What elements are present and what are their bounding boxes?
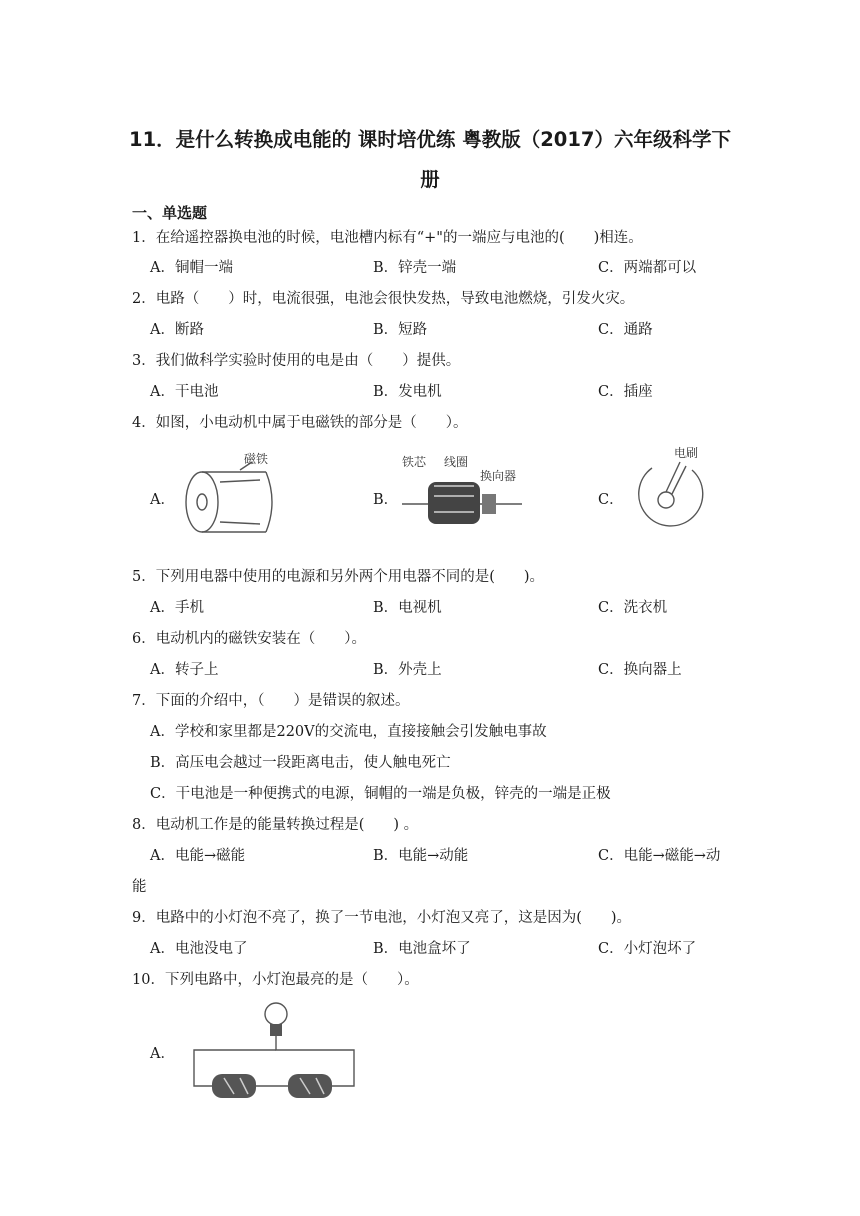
q2-option-a: A．断路 bbox=[150, 322, 204, 338]
q4-option-a: A． bbox=[150, 492, 175, 508]
question-9: 9．电路中的小灯泡不亮了，换了一节电池，小灯泡又亮了，这是因为( )。 bbox=[132, 910, 632, 926]
q7-option-c: C．干电池是一种便携式的电源，铜帽的一端是负极，锌壳的一端是正极 bbox=[150, 786, 611, 802]
section-heading: 一、单选题 bbox=[132, 204, 208, 222]
q5-option-c: C．洗衣机 bbox=[598, 600, 668, 616]
question-10: 10．下列电路中，小灯泡最亮的是（ ）。 bbox=[132, 972, 419, 988]
motor-brush-figure bbox=[622, 440, 712, 540]
q10-option-a: A． bbox=[150, 1046, 175, 1062]
question-3: 3．我们做科学实验时使用的电是由（ ）提供。 bbox=[132, 353, 461, 369]
q3-option-c: C．插座 bbox=[598, 384, 653, 400]
q2-option-b: B．短路 bbox=[373, 322, 428, 338]
q8-option-a: A．电能→磁能 bbox=[150, 848, 246, 864]
question-7: 7．下面的介绍中，（ ）是错误的叙述。 bbox=[132, 693, 410, 709]
q1-option-a: A．铜帽一端 bbox=[150, 260, 233, 276]
q7-option-b: B．高压电会越过一段距离电击，使人触电死亡 bbox=[150, 755, 451, 771]
q4-option-c: C． bbox=[598, 492, 624, 508]
q5-option-b: B．电视机 bbox=[373, 600, 442, 616]
q7-option-a: A．学校和家里都是220V的交流电，直接接触会引发触电事故 bbox=[150, 724, 547, 740]
label-magnet: 磁铁 bbox=[244, 452, 269, 466]
q8-option-c: C．电能→磁能→动 bbox=[598, 848, 721, 864]
q5-option-a: A．手机 bbox=[150, 600, 204, 616]
q3-option-a: A．干电池 bbox=[150, 384, 219, 400]
q6-option-a: A．转子上 bbox=[150, 662, 219, 678]
question-8: 8．电动机工作是的能量转换过程是( ) 。 bbox=[132, 817, 419, 833]
q1-option-c: C．两端都可以 bbox=[598, 260, 697, 276]
question-5: 5．下列用电器中使用的电源和另外两个用电器不同的是( )。 bbox=[132, 569, 545, 585]
q6-option-c: C．换向器上 bbox=[598, 662, 682, 678]
question-1: 1．在给遥控器换电池的时候，电池槽内标有“+"的一端应与电池的( )相连。 bbox=[132, 230, 643, 246]
circuit-figure bbox=[186, 998, 361, 1100]
label-coil: 线圈 bbox=[444, 455, 469, 469]
q9-option-a: A．电池没电了 bbox=[150, 941, 248, 957]
q3-option-b: B．发电机 bbox=[373, 384, 442, 400]
question-2: 2．电路（ ）时，电流很强，电池会很快发热，导致电池燃烧，引发火灾。 bbox=[132, 291, 635, 307]
q8-option-b: B．电能→动能 bbox=[373, 848, 469, 864]
question-6: 6．电动机内的磁铁安装在（ ）。 bbox=[132, 631, 366, 647]
q8-option-c-wrap: 能 bbox=[132, 879, 147, 895]
q2-option-c: C．通路 bbox=[598, 322, 653, 338]
question-4: 4．如图，小电动机中属于电磁铁的部分是（ ）。 bbox=[132, 415, 468, 431]
document-title: 11．是什么转换成电能的 课时培优练 粤教版（2017）六年级科学下册 bbox=[129, 128, 731, 191]
q9-option-c: C．小灯泡坏了 bbox=[598, 941, 697, 957]
label-iron-core: 铁芯 bbox=[402, 455, 427, 469]
label-commutator: 换向器 bbox=[480, 469, 517, 483]
label-brush: 电刷 bbox=[674, 446, 699, 460]
motor-magnet-figure bbox=[180, 452, 295, 542]
q6-option-b: B．外壳上 bbox=[373, 662, 442, 678]
motor-rotor-figure bbox=[398, 452, 528, 532]
q1-option-b: B．锌壳一端 bbox=[373, 260, 457, 276]
q4-option-b: B． bbox=[373, 492, 399, 508]
q9-option-b: B．电池盒坏了 bbox=[373, 941, 471, 957]
